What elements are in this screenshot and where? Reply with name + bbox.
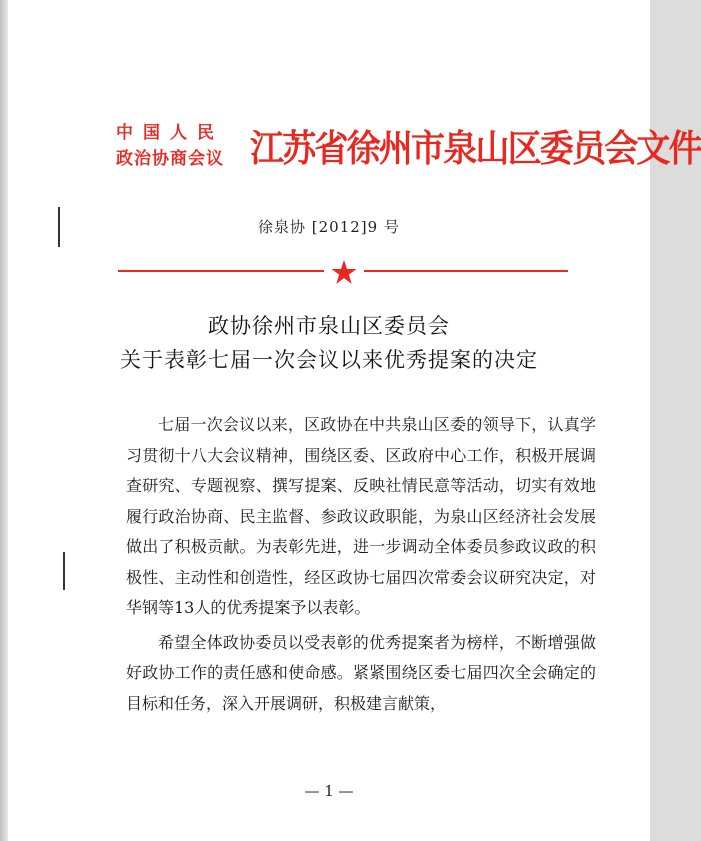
red-star-icon	[331, 259, 357, 285]
document-header	[116, 118, 701, 178]
document-number: 徐泉协 [2012]9 号	[258, 218, 400, 236]
document-title-line-1: 政协徐州市泉山区委员会	[208, 314, 450, 338]
document-body	[126, 410, 596, 719]
issuer-small-block	[116, 120, 256, 172]
body-paragraph-1: 七届一次会议以来，区政协在中共泉山区委的领导下，认真学习贯彻十八大会议精神，围绕区委、区政府中心工作，积极开展调查研究、专题视察、撰写提案、反映社情民意等活动，切实有效地履行政治协商、民主监督、参政议政职能，为泉山区经济社会发展做出了积极贡献。为表彰先进，进一步调动全体委员参政议政的积极性、主动性和创造性，经区政协七届四次常委会议研究决定，对华钢等13人的优秀提案予以表彰。	[126, 415, 596, 617]
body-paragraph-2: 希望全体政协委员以受表彰的优秀提案者为榜样，不断增强做好政协工作的责任感和使命感。紧紧围绕区委七届四次全会确定的目标和任务，深入开展调研，积极建言献策，	[126, 632, 596, 713]
red-rule-right	[364, 270, 568, 272]
issuer-main-title: 江苏省徐州市泉山区委员会文件	[250, 127, 701, 170]
issuer-line-2: 政治协商会议	[116, 149, 224, 169]
issuer-line-1: 中国人民	[116, 123, 224, 143]
scan-edge-shadow	[0, 0, 8, 841]
document-page	[8, 0, 701, 841]
margin-mark	[63, 552, 65, 590]
red-rule-left	[118, 270, 324, 272]
document-title-line-2: 关于表彰七届一次会议以来优秀提案的决定	[120, 348, 538, 372]
page-number: — 1 —	[304, 782, 354, 800]
